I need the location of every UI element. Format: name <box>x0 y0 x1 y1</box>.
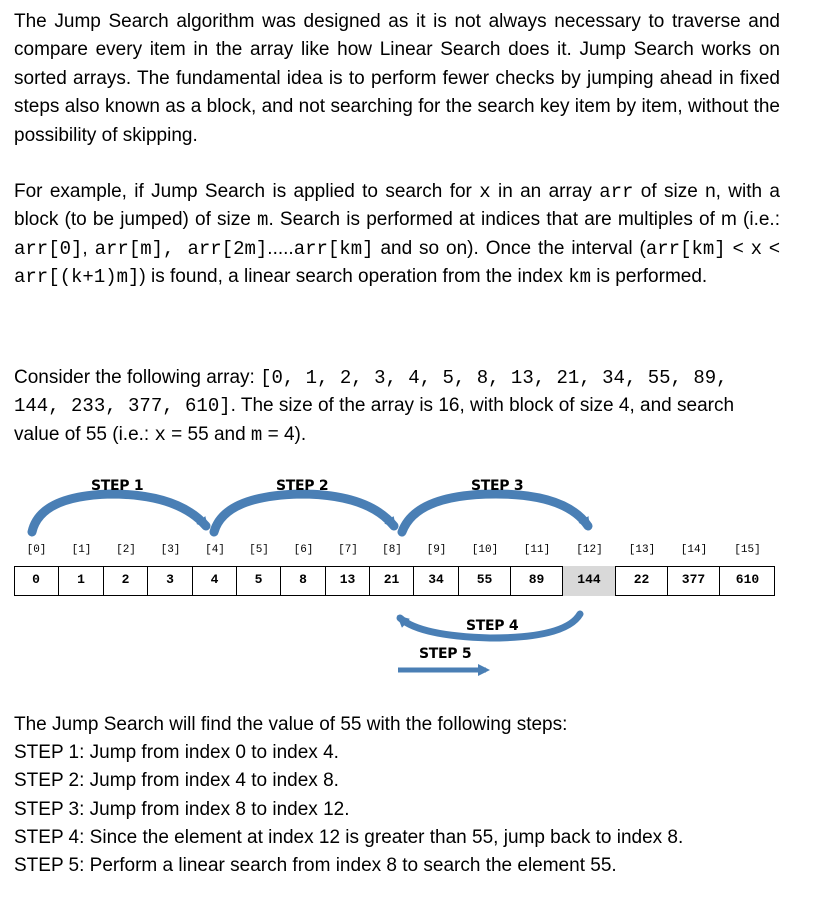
example-text: < <box>762 237 781 259</box>
example-text: . Search is performed at indices that are multiples of m (i.e.: <box>268 209 780 231</box>
index-label: [2] <box>116 544 136 556</box>
intro-paragraph: The Jump Search algorithm was designed as it is not always necessary to traverse and compare every item in the array like how Linear Search does it. Jump Search works on sorted arrays. The fundamental idea is to perform fewer checks by jumping ahead in fixed steps also known as a block, and not searching for the search key item by item, without the possibility of skipping. <box>14 11 780 146</box>
step3-arrow <box>402 494 588 532</box>
steps-intro: The Jump Search will find the value of 55 with the following steps: <box>14 714 568 735</box>
index-label: [10] <box>471 544 499 556</box>
index-label: [15] <box>734 544 761 556</box>
example-text: is performed. <box>591 266 708 288</box>
example-text: ..... <box>267 237 294 259</box>
example-text: of size n, with a block (to be jumped) of size <box>14 181 781 231</box>
example-text: in an array <box>490 181 600 202</box>
index-label: [9] <box>426 544 447 556</box>
array-cell: 3 <box>148 566 193 596</box>
index-label: [5] <box>249 544 269 556</box>
code-x: x <box>154 423 166 446</box>
jump-search-diagram <box>0 470 829 685</box>
array-cell: 1 <box>59 566 104 596</box>
consider-text: = 55 and <box>165 423 251 445</box>
step3-label: STEP 3 <box>471 478 524 494</box>
step1-arrow <box>32 494 206 532</box>
code-arr-0: arr[0] <box>14 237 83 260</box>
step-item: STEP 3: Jump from index 8 to index 12. <box>14 798 350 820</box>
array-cell: 377 <box>668 566 720 596</box>
step-item: STEP 5: Perform a linear search from index 8 to search the element 55. <box>14 855 617 877</box>
array-cell: 13 <box>326 566 370 596</box>
array-cell: 34 <box>414 566 459 596</box>
array-cell: 22 <box>616 566 668 596</box>
code-x: x <box>479 181 491 203</box>
consider-text: Consider the following array: <box>14 367 261 388</box>
step-item: STEP 1: Jump from index 0 to index 4. <box>14 742 339 764</box>
code-m: m <box>250 423 263 446</box>
consider-paragraph <box>14 364 780 449</box>
index-label: [12] <box>576 544 603 556</box>
index-label: [8] <box>382 544 402 556</box>
code-m: m <box>257 209 269 232</box>
array-cell: 5 <box>237 566 281 596</box>
code-arr-m-2m: arr[m], arr[2m] <box>94 237 268 260</box>
index-label: [0] <box>26 544 47 556</box>
example-text: < <box>725 237 751 259</box>
index-label: [11] <box>523 544 551 556</box>
example-text: ) is found, a linear search operation from the index <box>139 266 569 288</box>
code-arr-km: arr[km] <box>293 237 374 260</box>
array-cell: 8 <box>281 566 326 596</box>
index-label: [6] <box>293 544 314 556</box>
step2-arrow <box>214 494 394 532</box>
code-x: x <box>750 237 762 260</box>
array-cell: 21 <box>370 566 414 596</box>
example-text: For example, if Jump Search is applied to search for <box>14 181 480 202</box>
example-paragraph <box>14 178 780 292</box>
step4-label: STEP 4 <box>466 618 519 634</box>
array-cell-highlighted: 144 <box>563 566 616 596</box>
index-label: [1] <box>71 544 92 556</box>
code-arr-k1m: arr[(k+1)m] <box>14 266 140 289</box>
index-label: [14] <box>680 544 708 556</box>
consider-text: . The size of the array is 16, with block of size 4, and search value of 55 (i.e.: <box>14 395 735 445</box>
example-text: , <box>82 237 95 259</box>
array-cell: 2 <box>104 566 148 596</box>
index-label: [3] <box>160 544 181 556</box>
index-label: [7] <box>338 544 358 556</box>
example-text: and so on). Once the interval ( <box>373 237 646 259</box>
step-item: STEP 4: Since the element at index 12 is greater than 55, jump back to index 8. <box>14 826 684 848</box>
index-label: [4] <box>205 544 225 556</box>
steps-section <box>14 711 780 880</box>
step-item: STEP 2: Jump from index 4 to index 8. <box>14 770 339 792</box>
code-arr: arr <box>599 181 634 203</box>
array-cell: 4 <box>193 566 237 596</box>
index-label: [13] <box>628 544 656 556</box>
code-arr-km: arr[km] <box>645 237 726 260</box>
consider-text: = 4). <box>262 423 307 445</box>
array-cell: 610 <box>735 572 760 587</box>
code-km: km <box>568 266 592 289</box>
code-array-literal: [0, 1, 2, 3, 4, 5, 8, 13, 21, 34, 55, 89, 144, 233, 377, 610] <box>14 367 728 418</box>
step2-label: STEP 2 <box>276 478 329 494</box>
array-cell: 55 <box>459 566 511 596</box>
array-cell: 89 <box>511 566 563 596</box>
step5-label: STEP 5 <box>419 646 472 662</box>
array-cell: 0 <box>14 566 59 596</box>
step1-label: STEP 1 <box>91 478 144 494</box>
